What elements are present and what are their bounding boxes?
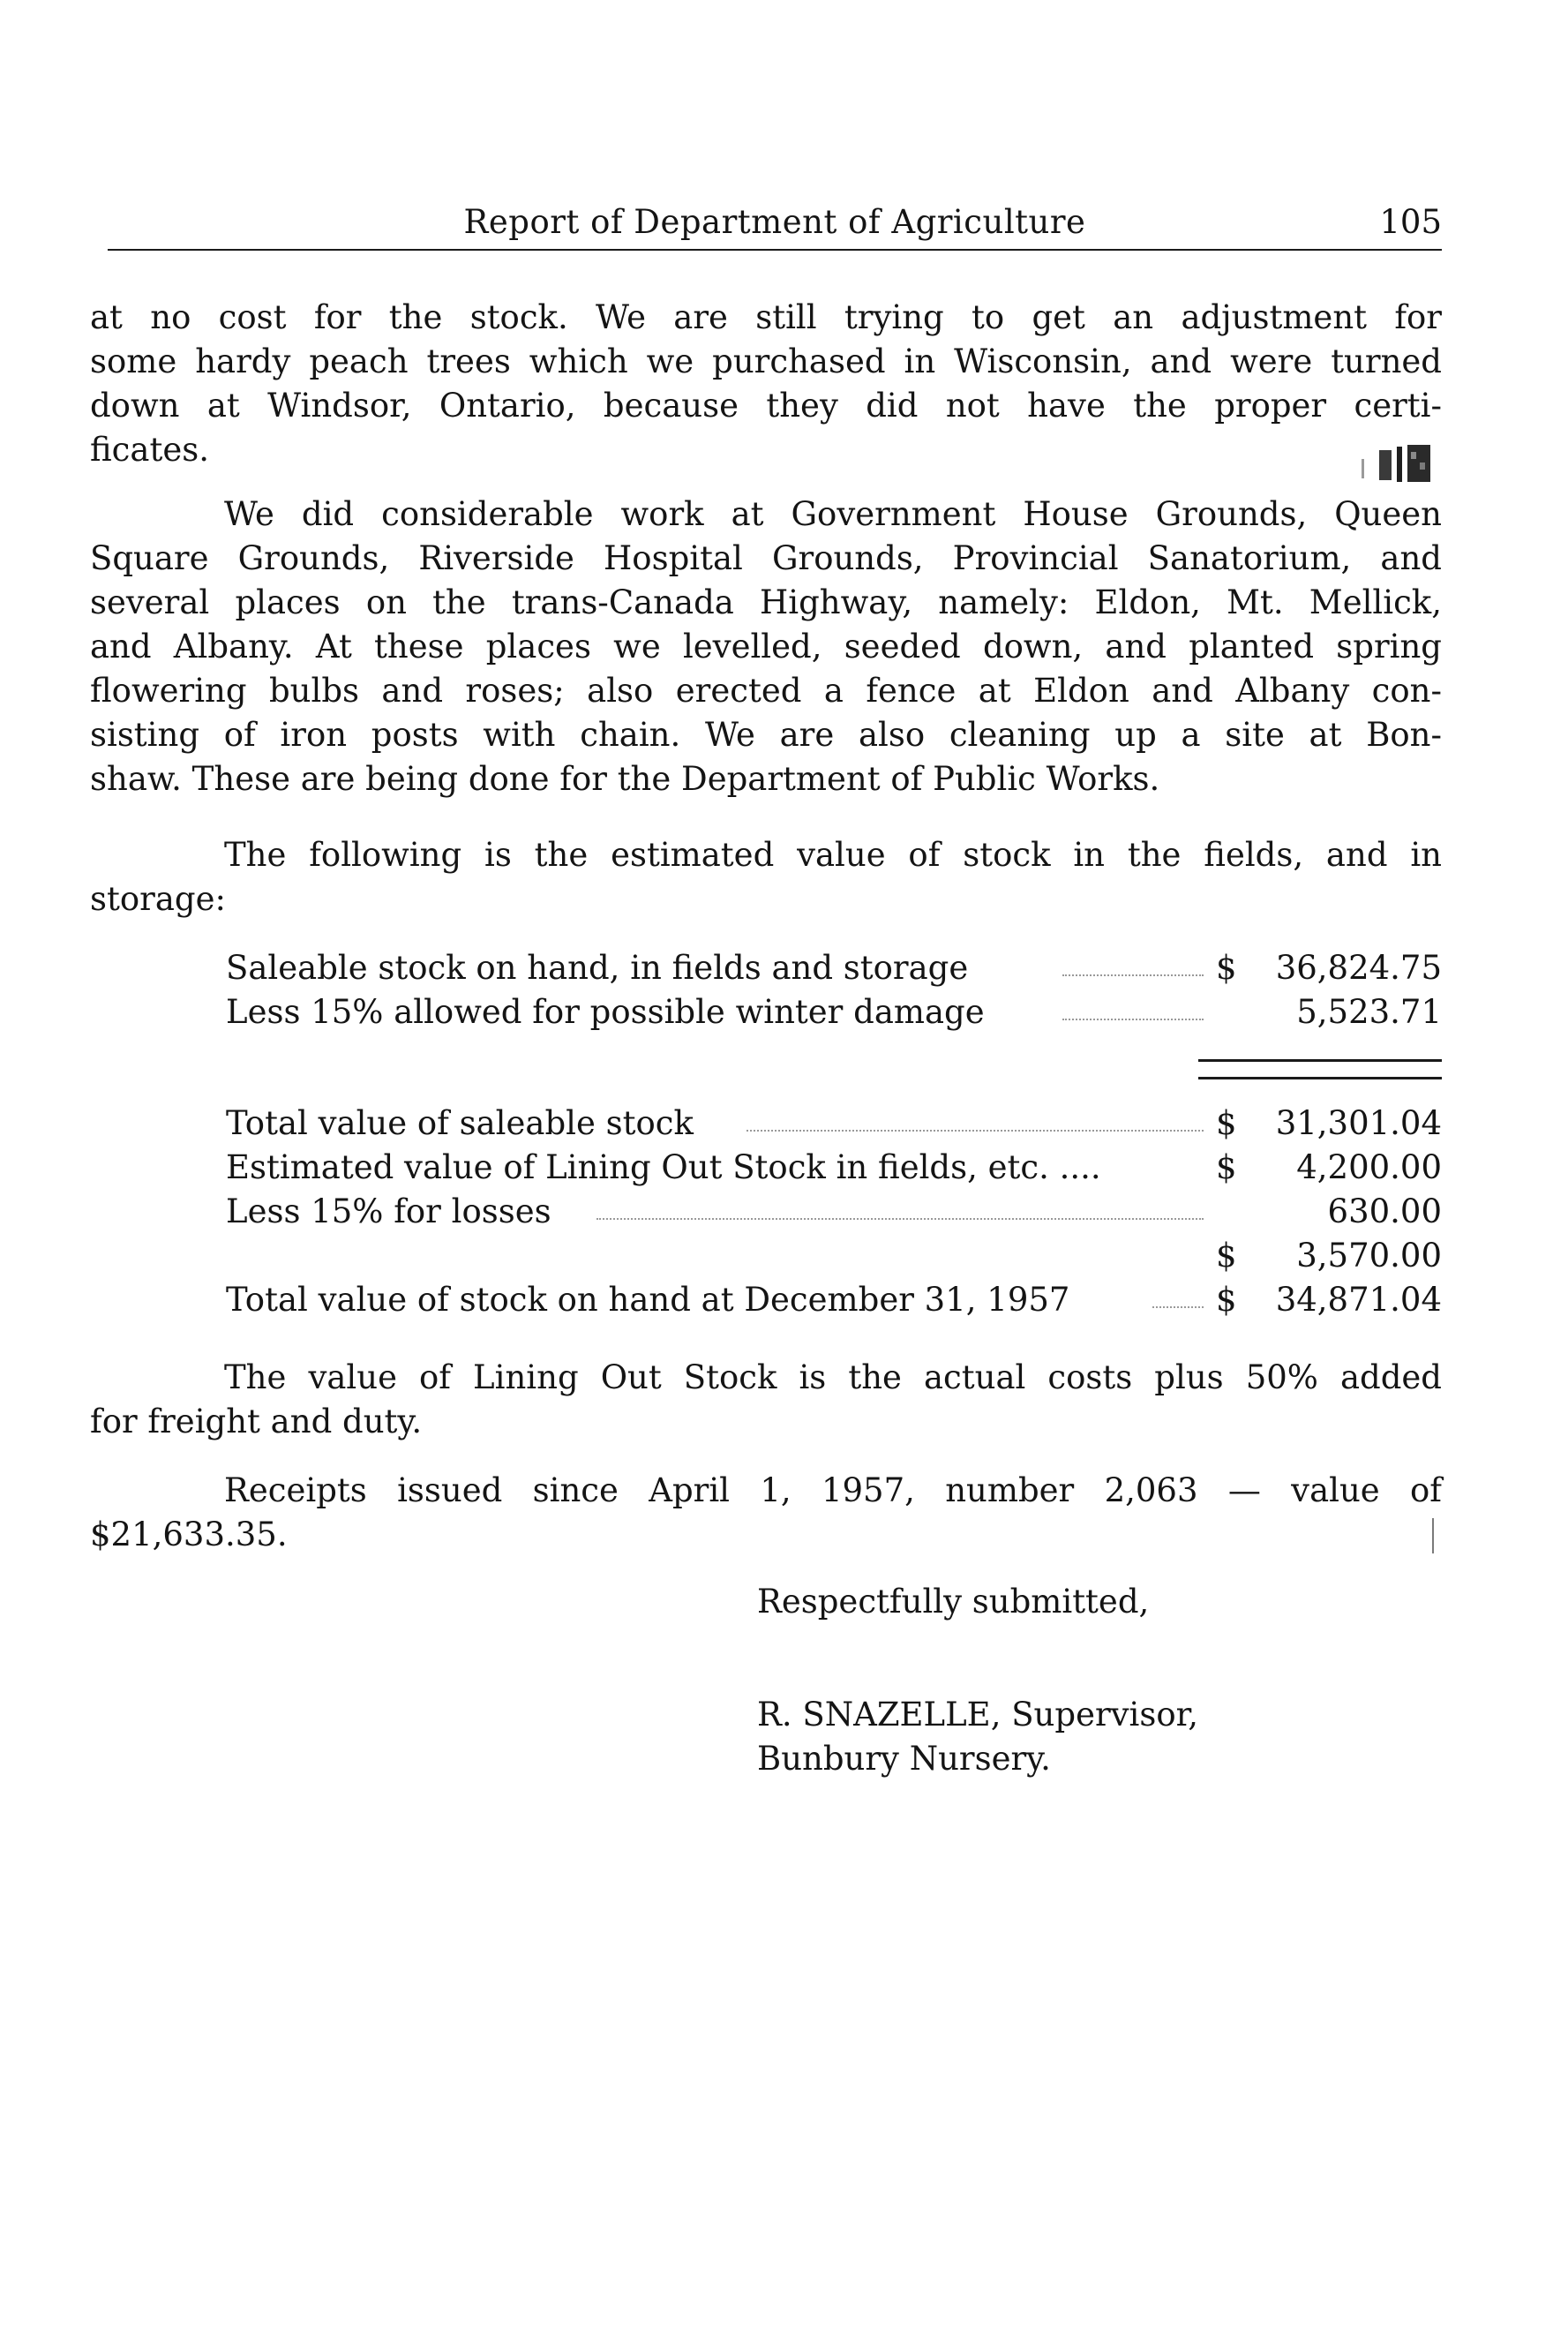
text-line: We did considerable work at Government House Grounds, Queen	[224, 495, 1442, 533]
paragraph-3	[90, 833, 1442, 921]
ledger-row	[226, 946, 1442, 990]
text-line: flowering bulbs and roses; also erected a fence at Eldon and Albany con-	[90, 672, 1442, 710]
text-line: several places on the trans-Canada Highway, namely: Eldon, Mt. Mellick,	[90, 583, 1442, 621]
dot-leader	[596, 1216, 1204, 1220]
ledger-label: Less 15% allowed for possible winter damage	[226, 993, 985, 1031]
text-line: down at Windsor, Ontario, because they did not have the proper certi-	[90, 387, 1442, 425]
text-line: sisting of iron posts with chain. We are also cleaning up a site at Bon-	[90, 716, 1442, 754]
text-line: The following is the estimated value of stock in the fields, and in	[224, 836, 1442, 874]
paragraph-4	[90, 1356, 1442, 1444]
dot-leader	[1062, 973, 1204, 976]
ledger-amount: 3,570.00	[1296, 1237, 1442, 1275]
signatory-name: R. SNAZELLE, Supervisor,	[757, 1696, 1199, 1734]
currency-sign: $	[1216, 1148, 1237, 1186]
total-rule-upper	[1198, 1059, 1442, 1062]
currency-sign: $	[1216, 1281, 1237, 1319]
closing-line: Respectfully submitted,	[757, 1583, 1150, 1621]
ledger-table-totals	[226, 1102, 1442, 1322]
ledger-amount: 5,523.71	[1296, 993, 1442, 1031]
total-rule-lower	[1198, 1077, 1442, 1079]
signature-spacer	[757, 1668, 1198, 1693]
ledger-label: Estimated value of Lining Out Stock in fields, etc. ....	[226, 1148, 1101, 1186]
currency-sign: $	[1216, 1104, 1237, 1142]
text-line: and Albany. At these places we levelled, seeded down, and planted spring	[90, 628, 1442, 666]
ledger-label: Saleable stock on hand, in fields and storage	[226, 949, 969, 987]
signature-spacer	[757, 1624, 1198, 1668]
scan-artifact	[1354, 441, 1443, 485]
text-line: some hardy peach trees which we purchased in Wisconsin, and were turned	[90, 342, 1442, 380]
ledger-table	[226, 946, 1442, 1034]
currency-sign: $	[1216, 949, 1237, 987]
ledger-label: Total value of saleable stock	[226, 1104, 694, 1142]
text-line: at no cost for the stock. We are still trying to get an adjustment for	[90, 298, 1442, 336]
text-line: The value of Lining Out Stock is the actual costs plus 50% added	[224, 1358, 1442, 1396]
paragraph-1	[90, 296, 1442, 472]
ledger-row	[226, 1234, 1442, 1278]
ledger-row	[226, 990, 1442, 1034]
ledger-amount: 34,871.04	[1275, 1281, 1442, 1319]
text-line: shaw. These are being done for the Department of Public Works.	[90, 760, 1160, 798]
dot-leader	[1062, 1017, 1204, 1020]
text-line: $21,633.35.	[90, 1515, 288, 1553]
ledger-row	[226, 1146, 1442, 1190]
text-line: for freight and duty.	[90, 1403, 423, 1440]
ledger-amount: 31,301.04	[1275, 1104, 1442, 1142]
ledger-label: Total value of stock on hand at December 31, 1957	[226, 1281, 1070, 1319]
signature-block	[757, 1580, 1198, 1781]
text-line: storage:	[90, 880, 226, 918]
text-line: ficates.	[90, 431, 209, 469]
ledger-label: Less 15% for losses	[226, 1192, 551, 1230]
running-title: Report of Department of Agriculture	[463, 203, 1086, 241]
ledger-amount: 630.00	[1327, 1192, 1442, 1230]
currency-sign: $	[1216, 1237, 1237, 1275]
paragraph-2	[90, 493, 1442, 801]
page-number: 105	[1379, 203, 1442, 241]
ledger-row	[226, 1102, 1442, 1146]
ledger-row	[226, 1278, 1442, 1322]
dot-leader	[746, 1128, 1204, 1132]
ledger-amount: 4,200.00	[1296, 1148, 1442, 1186]
ledger-row	[226, 1190, 1442, 1234]
paragraph-5	[90, 1469, 1442, 1557]
text-line: Receipts issued since April 1, 1957, number 2,063 — value of	[224, 1471, 1442, 1509]
signatory-organization: Bunbury Nursery.	[757, 1740, 1051, 1778]
running-header	[108, 196, 1442, 251]
ledger-amount: 36,824.75	[1275, 949, 1442, 987]
dot-leader	[1152, 1305, 1204, 1308]
text-line: Square Grounds, Riverside Hospital Grounds, Provincial Sanatorium, and	[90, 539, 1442, 577]
scan-artifact	[1429, 1518, 1438, 1557]
